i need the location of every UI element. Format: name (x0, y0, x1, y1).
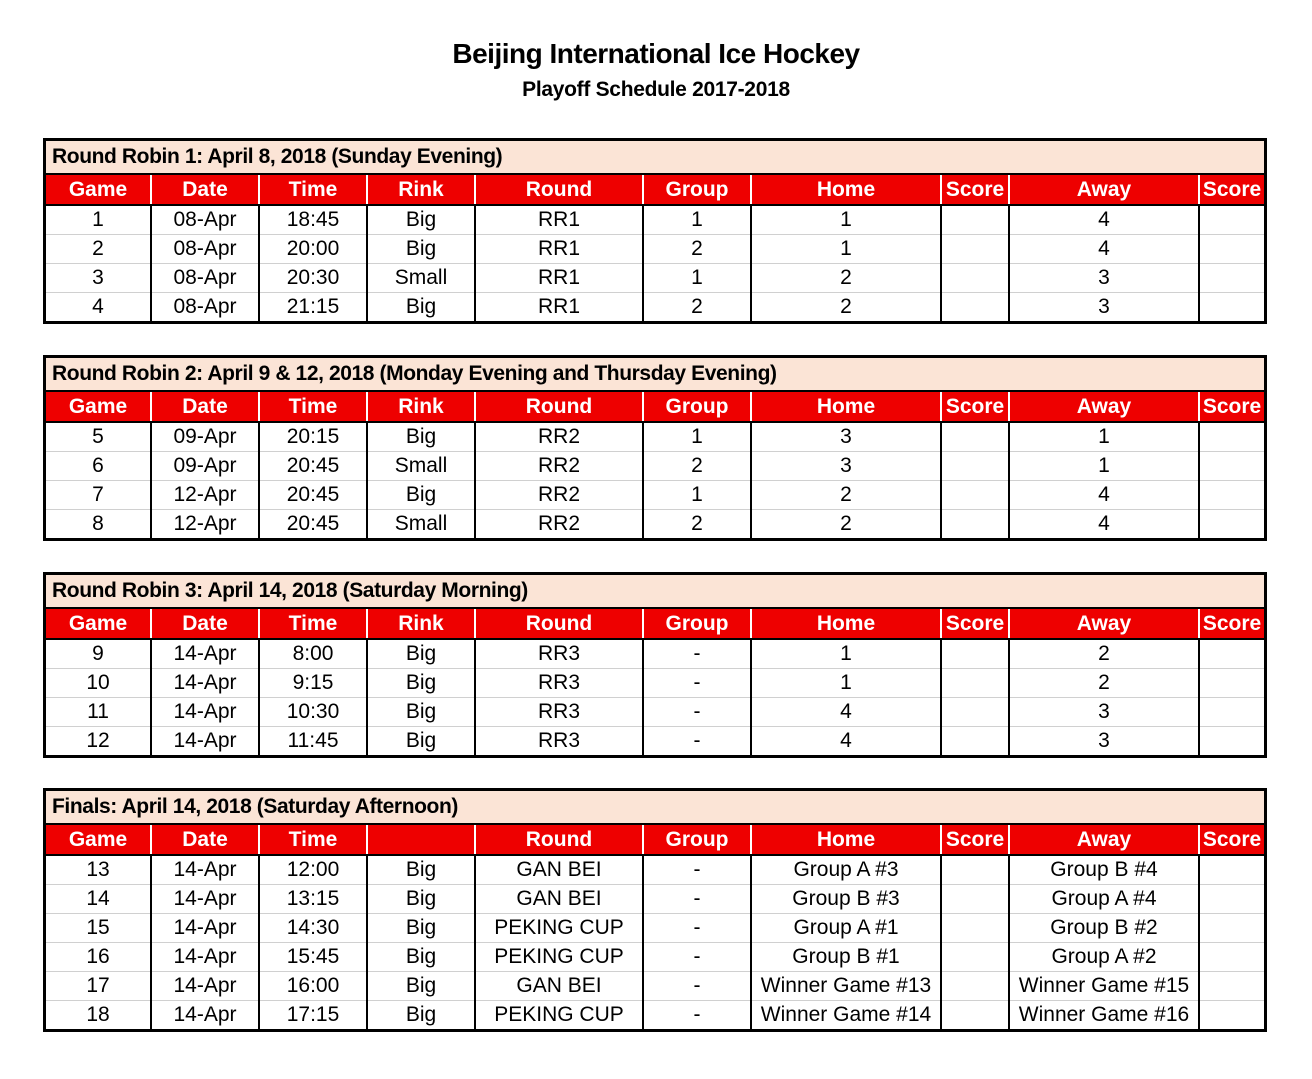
header-row (46, 175, 1264, 205)
cell-game: 7 (46, 481, 151, 510)
header-home-score: Score (941, 175, 1009, 205)
header-date: Date (151, 609, 259, 639)
cell-date: 08-Apr (151, 264, 259, 293)
header-rink: Rink (367, 609, 475, 639)
cell-away-score (1199, 205, 1264, 235)
cell-away: 4 (1009, 205, 1199, 235)
cell-date: 14-Apr (151, 943, 259, 972)
table-row (46, 1001, 1264, 1030)
header-round: Round (475, 825, 643, 855)
table-row (46, 727, 1264, 756)
cell-away-score (1199, 422, 1264, 452)
cell-game: 12 (46, 727, 151, 756)
cell-group: - (643, 727, 751, 756)
cell-home: Group A #3 (751, 855, 941, 885)
cell-home: 1 (751, 639, 941, 669)
cell-group: - (643, 855, 751, 885)
cell-home: Group B #1 (751, 943, 941, 972)
block-title: Finals: April 14, 2018 (Saturday Afternoon) (46, 791, 1264, 825)
cell-time: 20:45 (259, 510, 367, 539)
cell-game: 9 (92, 642, 104, 665)
cell-date: 12-Apr (151, 481, 259, 510)
schedule-block-round-robin-2 (43, 355, 1267, 541)
cell-home-score (941, 914, 1009, 943)
header-home: Home (751, 175, 941, 205)
cell-round: GAN BEI (475, 972, 643, 1001)
cell-date: 09-Apr (151, 452, 259, 481)
cell-game: 15 (46, 914, 151, 943)
cell-game: 17 (46, 972, 151, 1001)
cell-away: 4 (1009, 510, 1199, 539)
cell-rink: Big (367, 885, 475, 914)
cell-date: 08-Apr (151, 235, 259, 264)
cell-group: - (643, 885, 751, 914)
cell-time: 9:15 (259, 669, 367, 698)
cell-away-score (1199, 885, 1264, 914)
cell-group: 2 (643, 510, 751, 539)
cell-home: Winner Game #13 (751, 972, 941, 1001)
cell-home-score (941, 727, 1009, 756)
cell-away: 1 (1009, 452, 1199, 481)
cell-home-score (941, 639, 1009, 669)
table-row (46, 855, 1264, 885)
cell-group: - (643, 972, 751, 1001)
cell-date: 14-Apr (151, 727, 259, 756)
cell-group: - (643, 914, 751, 943)
cell-rink: Big (367, 943, 475, 972)
table-row (46, 481, 1264, 510)
cell-time: 17:15 (259, 1001, 367, 1030)
cell-group: 2 (643, 452, 751, 481)
cell-away: 4 (1009, 481, 1199, 510)
cell-round: RR2 (475, 452, 643, 481)
cell-round: PEKING CUP (475, 943, 643, 972)
cell-round: RR1 (475, 235, 643, 264)
header-home: Home (751, 825, 941, 855)
cell-away-score (1199, 1001, 1264, 1030)
header-game: Game (46, 392, 151, 422)
table-row (46, 205, 1264, 235)
cell-away: Group A #4 (1009, 885, 1199, 914)
header-home: Home (751, 609, 941, 639)
cell-date: 14-Apr (151, 698, 259, 727)
cell-rink: Big (367, 972, 475, 1001)
table-row (46, 452, 1264, 481)
header-round: Round (475, 609, 643, 639)
cell-date: 14-Apr (151, 639, 259, 669)
cell-game: 16 (46, 943, 151, 972)
header-home-score: Score (941, 609, 1009, 639)
cell-game: 1 (92, 208, 104, 231)
cell-group: 1 (643, 264, 751, 293)
cell-rink: Big (367, 1001, 475, 1030)
cell-away-score (1199, 293, 1264, 322)
header-away: Away (1009, 609, 1199, 639)
cell-round: RR3 (475, 639, 643, 669)
cell-round: GAN BEI (475, 885, 643, 914)
cell-time: 20:45 (259, 481, 367, 510)
cell-game: 18 (46, 1001, 151, 1030)
cell-home: 2 (751, 264, 941, 293)
table-row (46, 943, 1264, 972)
block-title: Round Robin 1: April 8, 2018 (Sunday Evening) (46, 141, 1264, 175)
cell-rink: Big (367, 639, 475, 669)
cell-round: PEKING CUP (475, 914, 643, 943)
header-away: Away (1009, 175, 1199, 205)
cell-group: 1 (643, 422, 751, 452)
cell-home-score (941, 972, 1009, 1001)
cell-round: RR3 (475, 669, 643, 698)
schedule-block-finals (43, 788, 1267, 1032)
cell-game: 10 (46, 669, 151, 698)
table-row (46, 669, 1264, 698)
cell-home-score (941, 855, 1009, 885)
schedule-table (46, 392, 1264, 538)
header-date: Date (151, 825, 259, 855)
header-game: Game (46, 825, 151, 855)
header-time: Time (259, 175, 367, 205)
header-time: Time (259, 825, 367, 855)
header-row (46, 825, 1264, 855)
header-round: Round (475, 392, 643, 422)
cell-home-score (941, 293, 1009, 322)
cell-time: 11:45 (259, 727, 367, 756)
cell-away-score (1199, 972, 1264, 1001)
header-home-score: Score (941, 825, 1009, 855)
cell-home: 3 (751, 452, 941, 481)
cell-rink: Big (367, 669, 475, 698)
cell-date: 14-Apr (151, 972, 259, 1001)
cell-time: 18:45 (259, 205, 367, 235)
header-group: Group (643, 825, 751, 855)
cell-date: 14-Apr (151, 885, 259, 914)
cell-round: RR2 (475, 481, 643, 510)
header-time: Time (259, 609, 367, 639)
cell-round: GAN BEI (475, 855, 643, 885)
cell-group: - (643, 698, 751, 727)
cell-date: 12-Apr (151, 510, 259, 539)
block-title: Round Robin 2: April 9 & 12, 2018 (Monday Evening and Thursday Evening) (46, 358, 1264, 392)
cell-home: Winner Game #14 (751, 1001, 941, 1030)
table-row (46, 885, 1264, 914)
cell-home-score (941, 452, 1009, 481)
cell-away-score (1199, 855, 1264, 885)
table-body (46, 639, 1264, 755)
cell-game: 3 (46, 264, 151, 293)
cell-away: Winner Game #16 (1009, 1001, 1199, 1030)
cell-group: 2 (643, 293, 751, 322)
cell-date: 09-Apr (151, 422, 259, 452)
cell-game: 6 (46, 452, 151, 481)
header-away-score: Score (1199, 175, 1264, 205)
cell-home-score (941, 481, 1009, 510)
cell-away: 4 (1009, 235, 1199, 264)
cell-rink: Small (367, 452, 475, 481)
header-date: Date (151, 175, 259, 205)
page-title: Beijing International Ice Hockey (452, 38, 860, 69)
schedule-table (46, 825, 1264, 1029)
cell-rink: Big (367, 914, 475, 943)
header-round: Round (475, 175, 643, 205)
table-row (46, 698, 1264, 727)
cell-time: 16:00 (259, 972, 367, 1001)
cell-away: 3 (1009, 727, 1199, 756)
cell-group: - (643, 943, 751, 972)
cell-game: 2 (46, 235, 151, 264)
cell-rink: Small (367, 510, 475, 539)
table-row (46, 639, 1264, 669)
cell-away-score (1199, 698, 1264, 727)
cell-away-score (1199, 943, 1264, 972)
header-row (46, 609, 1264, 639)
cell-home-score (941, 669, 1009, 698)
cell-home-score (941, 1001, 1009, 1030)
cell-group: 1 (643, 205, 751, 235)
cell-home-score (941, 510, 1009, 539)
cell-rink: Big (367, 205, 475, 235)
header-rink: Rink (367, 392, 475, 422)
cell-date: 14-Apr (151, 1001, 259, 1030)
table-body (46, 422, 1264, 538)
header-away-score: Score (1199, 609, 1264, 639)
cell-away: Group B #4 (1009, 855, 1199, 885)
cell-time: 13:15 (259, 885, 367, 914)
cell-away-score (1199, 264, 1264, 293)
schedule-table (46, 175, 1264, 321)
cell-home-score (941, 698, 1009, 727)
header-group: Group (643, 175, 751, 205)
cell-home: 4 (751, 727, 941, 756)
cell-game: 13 (86, 858, 110, 881)
cell-time: 14:30 (259, 914, 367, 943)
cell-rink: Big (367, 481, 475, 510)
cell-group: - (643, 669, 751, 698)
page-subtitle: Playoff Schedule 2017-2018 (522, 78, 790, 101)
cell-home-score (941, 205, 1009, 235)
table-row (46, 422, 1264, 452)
cell-away: Winner Game #15 (1009, 972, 1199, 1001)
header-home: Home (751, 392, 941, 422)
cell-away-score (1199, 669, 1264, 698)
cell-time: 15:45 (259, 943, 367, 972)
header-rink (367, 825, 475, 855)
cell-home: 2 (751, 481, 941, 510)
table-row (46, 293, 1264, 322)
header-away-score: Score (1199, 392, 1264, 422)
header-away-score: Score (1199, 825, 1264, 855)
table-row (46, 264, 1264, 293)
cell-home: 2 (751, 293, 941, 322)
cell-time: 20:00 (259, 235, 367, 264)
cell-away: 1 (1009, 422, 1199, 452)
cell-date: 08-Apr (151, 205, 259, 235)
schedule-block-round-robin-3 (43, 572, 1267, 758)
cell-date: 14-Apr (151, 669, 259, 698)
cell-away: 2 (1009, 639, 1199, 669)
cell-round: RR2 (475, 510, 643, 539)
cell-home: 1 (751, 669, 941, 698)
cell-round: RR1 (475, 293, 643, 322)
cell-round: RR1 (475, 205, 643, 235)
header-date: Date (151, 392, 259, 422)
cell-home: 1 (751, 235, 941, 264)
cell-time: 21:15 (259, 293, 367, 322)
cell-date: 08-Apr (151, 293, 259, 322)
cell-group: - (643, 1001, 751, 1030)
block-title: Round Robin 3: April 14, 2018 (Saturday Morning) (46, 575, 1264, 609)
cell-time: 20:30 (259, 264, 367, 293)
cell-game: 8 (46, 510, 151, 539)
header-row (46, 392, 1264, 422)
cell-home: 4 (751, 698, 941, 727)
cell-away-score (1199, 481, 1264, 510)
cell-away-score (1199, 235, 1264, 264)
table-body (46, 205, 1264, 321)
cell-home-score (941, 235, 1009, 264)
cell-away-score (1199, 510, 1264, 539)
cell-rink: Big (367, 422, 475, 452)
table-row (46, 510, 1264, 539)
cell-home-score (941, 943, 1009, 972)
cell-away: Group A #2 (1009, 943, 1199, 972)
cell-time: 12:00 (259, 855, 367, 885)
table-row (46, 972, 1264, 1001)
cell-home: Group A #1 (751, 914, 941, 943)
cell-rink: Big (367, 855, 475, 885)
header-rink: Rink (367, 175, 475, 205)
cell-time: 8:00 (259, 639, 367, 669)
header-away: Away (1009, 392, 1199, 422)
cell-rink: Big (367, 293, 475, 322)
table-body (46, 855, 1264, 1029)
header-group: Group (643, 392, 751, 422)
header-group: Group (643, 609, 751, 639)
cell-time: 20:15 (259, 422, 367, 452)
cell-rink: Small (367, 264, 475, 293)
cell-game: 11 (46, 698, 151, 727)
cell-group: 1 (643, 481, 751, 510)
cell-date: 14-Apr (151, 855, 259, 885)
schedule-block-round-robin-1 (43, 138, 1267, 324)
cell-time: 10:30 (259, 698, 367, 727)
cell-home-score (941, 264, 1009, 293)
cell-rink: Big (367, 727, 475, 756)
cell-round: RR2 (475, 422, 643, 452)
cell-round: RR3 (475, 727, 643, 756)
header-game: Game (46, 175, 151, 205)
table-row (46, 235, 1264, 264)
cell-home: Group B #3 (751, 885, 941, 914)
cell-away-score (1199, 452, 1264, 481)
header-away: Away (1009, 825, 1199, 855)
cell-home-score (941, 422, 1009, 452)
cell-round: RR3 (475, 698, 643, 727)
cell-away: 2 (1009, 669, 1199, 698)
cell-home: 3 (751, 422, 941, 452)
header-time: Time (259, 392, 367, 422)
cell-home: 1 (751, 205, 941, 235)
cell-home: 2 (751, 510, 941, 539)
cell-away-score (1199, 727, 1264, 756)
cell-round: RR1 (475, 264, 643, 293)
cell-rink: Big (367, 235, 475, 264)
cell-date: 14-Apr (151, 914, 259, 943)
table-row (46, 914, 1264, 943)
header-home-score: Score (941, 392, 1009, 422)
cell-round: PEKING CUP (475, 1001, 643, 1030)
cell-away: Group B #2 (1009, 914, 1199, 943)
cell-group: 2 (643, 235, 751, 264)
cell-game: 4 (46, 293, 151, 322)
header-game: Game (46, 609, 151, 639)
schedule-table (46, 609, 1264, 755)
cell-away: 3 (1009, 293, 1199, 322)
cell-time: 20:45 (259, 452, 367, 481)
cell-game: 5 (92, 425, 104, 448)
cell-home-score (941, 885, 1009, 914)
cell-away: 3 (1009, 264, 1199, 293)
cell-away-score (1199, 914, 1264, 943)
cell-rink: Big (367, 698, 475, 727)
cell-away: 3 (1009, 698, 1199, 727)
cell-group: - (643, 639, 751, 669)
cell-game: 14 (46, 885, 151, 914)
cell-away-score (1199, 639, 1264, 669)
